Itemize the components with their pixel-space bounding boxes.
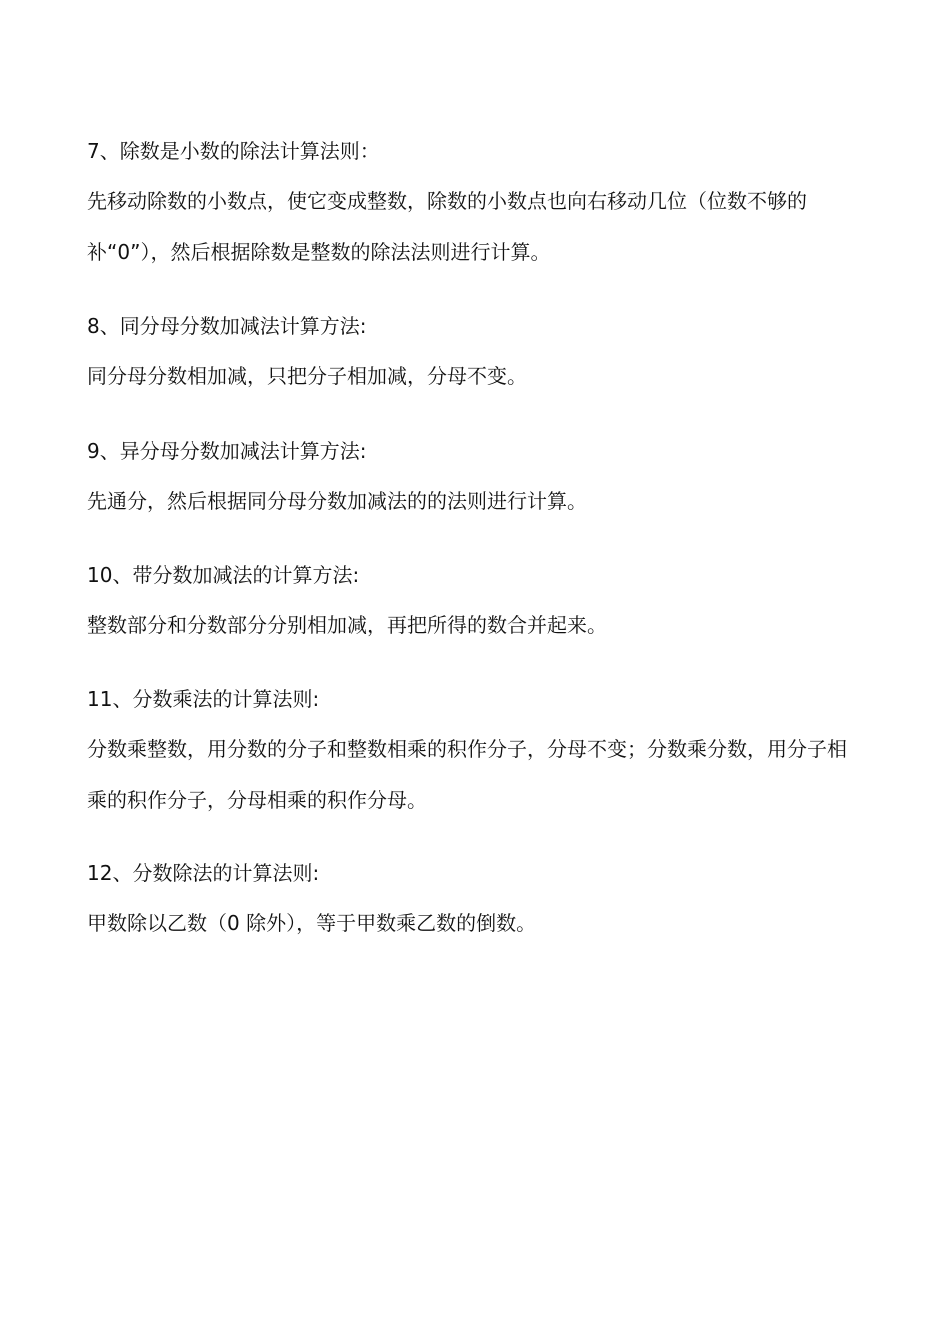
rule-10-section (87, 561, 867, 639)
rule-8-heading: 8、同分母分数加减法计算方法: (87, 314, 367, 338)
rule-10-heading: 10、带分数加减法的计算方法: (87, 563, 360, 587)
rule-11-section (87, 685, 867, 826)
rule-9-section (87, 437, 867, 515)
rule-7-body: 先移动除数的小数点，使它变成整数，除数的小数点也向右移动几位（位数不够的补“0”），然后根据除数是整数的除法法则进行计算。 (87, 189, 807, 264)
rule-9-body: 先通分，然后根据同分母分数加减法的的法则进行计算。 (87, 489, 587, 513)
rule-9-heading: 9、异分母分数加减法计算方法: (87, 439, 367, 463)
rule-12-body: 甲数除以乙数（0 除外），等于甲数乘乙数的倒数。 (87, 911, 537, 935)
rule-11-body: 分数乘整数，用分数的分子和整数相乘的积作分子，分母不变；分数乘分数，用分子相乘的积作分子，分母相乘的积作分母。 (87, 737, 847, 812)
rule-8-section (87, 312, 867, 390)
rule-7-section (87, 137, 867, 278)
rule-12-section (87, 859, 867, 937)
rule-8-body: 同分母分数相加减，只把分子相加减，分母不变。 (87, 364, 527, 388)
rule-12-heading: 12、分数除法的计算法则: (87, 861, 320, 885)
rule-11-heading: 11、分数乘法的计算法则: (87, 687, 320, 711)
rule-10-body: 整数部分和分数部分分别相加减，再把所得的数合并起来。 (87, 613, 607, 637)
rule-7-heading: 7、除数是小数的除法计算法则： (87, 139, 380, 163)
